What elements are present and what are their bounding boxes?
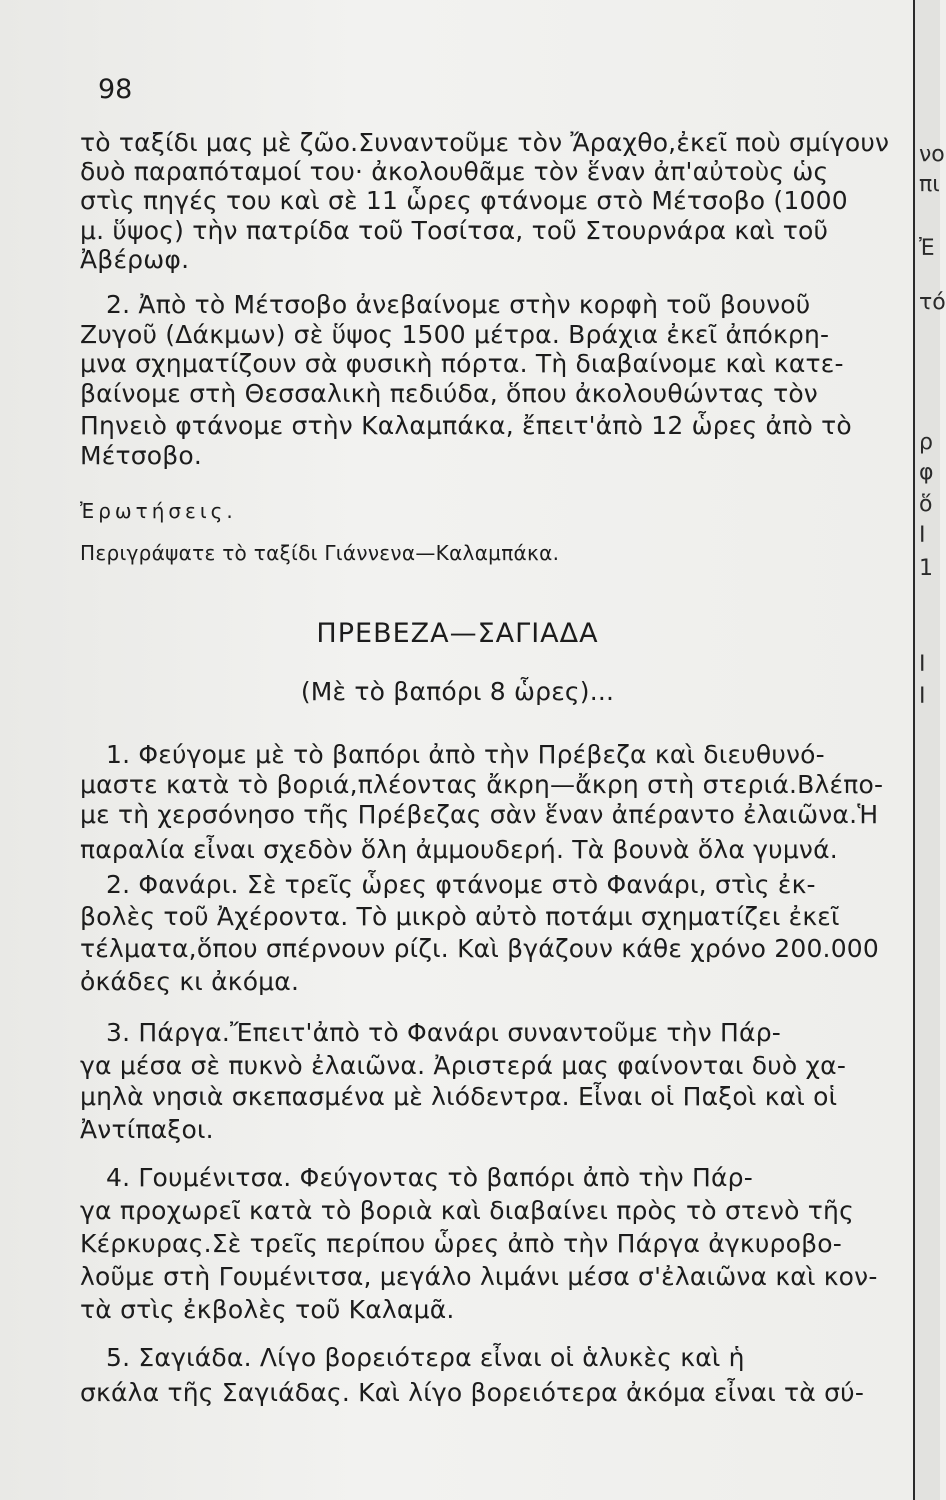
text-line: 3. Πάργα.Ἔπειτ'ἀπὸ τὸ Φανάρι συναντοῦμε τὴν Πάρ- (106, 1018, 781, 1047)
text-line: 2. Φανάρι. Σὲ τρεῖς ὧρες φτάνομε στὸ Φανάρι, στὶς ἐκ- (106, 870, 816, 899)
text-line: τὸ ταξίδι μας μὲ ζῶο.Συναντοῦμε τὸν Ἄραχθο,ἐκεῖ ποὺ σμίγουν (80, 128, 890, 157)
text-line: Ἀντίπαξοι. (80, 1115, 214, 1144)
text-line: λοῦμε στὴ Γουμένιτσα, μεγάλο λιμάνι μέσα σ'ἐλαιῶνα καὶ κον- (80, 1262, 878, 1291)
text-line: Πηνειὸ φτάνομε στὴν Καλαμπάκα, ἔπειτ'ἀπὸ 12 ὧρες ἀπὸ τὸ (80, 411, 852, 440)
text-line: 1. Φεύγομε μὲ τὸ βαπόρι ἀπὸ τὴν Πρέβεζα καὶ διευθυνό- (106, 740, 825, 769)
text-line: σκάλα τῆς Σαγιάδας. Καὶ λίγο βορειότερα ἀκόμα εἶναι τὰ σύ- (80, 1378, 865, 1407)
gutter-fragment: Ι (919, 684, 926, 709)
gutter-fragment: ὅ (919, 492, 933, 517)
gutter-fragment: τό (919, 290, 946, 315)
text-line: τὰ στὶς ἐκβολὲς τοῦ Καλαμᾶ. (80, 1295, 455, 1324)
text-line: μηλὰ νησιὰ σκεπασμένα μὲ λιόδεντρα. Εἶναι οἱ Παξοὶ καὶ οἱ (80, 1082, 838, 1111)
gutter-fragment: 1 (919, 556, 933, 581)
text-line: μ. ὕψος) τὴν πατρίδα τοῦ Τοσίτσα, τοῦ Στουρνάρα καὶ τοῦ (80, 216, 829, 245)
text-line: 5. Σαγιάδα. Λίγο βορειότερα εἶναι οἱ ἁλυκὲς καὶ ἡ (106, 1343, 745, 1372)
page-number: 98 (98, 74, 133, 105)
text-line: Μέτσοβο. (80, 441, 203, 470)
text-line: 4. Γουμένιτσα. Φεύγοντας τὸ βαπόρι ἀπὸ τὴν Πάρ- (106, 1163, 753, 1192)
gutter-fragment: Ι (919, 523, 926, 548)
text-line: τέλματα,ὅπου σπέρνουν ρίζι. Καὶ βγάζουν κάθε χρόνο 200.000 (80, 934, 880, 963)
text-line: βαίνομε στὴ Θεσσαλικὴ πεδιύδα, ὅπου ἀκολουθώντας τὸν (80, 379, 818, 408)
section-title: ΠΡΕΒΕΖΑ—ΣΑΓΙΑΔΑ (316, 618, 599, 649)
gutter-fragment: νο (919, 142, 945, 167)
text-line: γα προχωρεῖ κατὰ τὸ βοριὰ καὶ διαβαίνει πρὸς τὸ στενὸ τῆς (80, 1196, 854, 1225)
text-line: στὶς πηγές του καὶ σὲ 11 ὧρες φτάνομε στὸ Μέτσοβο (1000 (80, 186, 848, 215)
text-line: βολὲς τοῦ Ἀχέροντα. Τὸ μικρὸ αὐτὸ ποτάμι σχηματίζει ἐκεῖ (80, 902, 840, 931)
text-line: 2. Ἀπὸ τὸ Μέτσοβο ἀνεβαίνομε στὴν κορφὴ τοῦ βουνοῦ (106, 290, 811, 319)
text-line: Ἀβέρωφ. (80, 245, 190, 274)
questions-label: Ἐρωτήσεις. (80, 499, 237, 523)
questions-text: Περιγράψατε τὸ ταξίδι Γιάννενα—Καλαμπάκα. (80, 541, 560, 565)
text-line: δυὸ παραπόταμοί του· ἀκολουθᾶμε τὸν ἕναν ἀπ'αὐτοὺς ὡς (80, 157, 829, 186)
gutter-fragment: πι (919, 172, 940, 197)
text-line: μνα σχηματίζουν σὰ φυσικὴ πόρτα. Τὴ διαβαίνομε καὶ κατε- (80, 349, 844, 378)
gutter-fragment: φ (919, 460, 934, 485)
text-line: Κέρκυρας.Σὲ τρεῖς περίπου ὧρες ἀπὸ τὴν Πάργα ἀγκυροβο- (80, 1229, 842, 1258)
gutter-fragment: ρ (919, 430, 933, 455)
text-line: με τὴ χερσόνησο τῆς Πρέβεζας σὰν ἕναν ἀπέραντο ἐλαιῶνα.Ἡ (80, 800, 879, 829)
gutter-fragment: Ι (919, 652, 926, 677)
section-subtitle: (Μὲ τὸ βαπόρι 8 ὧρες)... (300, 677, 615, 706)
text-line: μαστε κατὰ τὸ βοριά,πλέοντας ἄκρη—ἄκρη στὴ στεριά.Βλέπο- (80, 770, 884, 799)
text-line: ὀκάδες κι ἀκόμα. (80, 967, 300, 996)
text-line: παραλία εἶναι σχεδὸν ὅλη ἀμμουδερή. Τὰ βουνὰ ὅλα γυμνά. (80, 835, 838, 864)
gutter-fragment: Ἐ (919, 236, 935, 261)
adjacent-page-edge (913, 0, 946, 1500)
text-line: Ζυγοῦ (Δάκμων) σὲ ὕψος 1500 μέτρα. Βράχια ἐκεῖ ἀπόκρη- (80, 320, 830, 349)
text-line: γα μέσα σὲ πυκνὸ ἐλαιῶνα. Ἀριστερά μας φαίνονται δυὸ χα- (80, 1051, 847, 1080)
